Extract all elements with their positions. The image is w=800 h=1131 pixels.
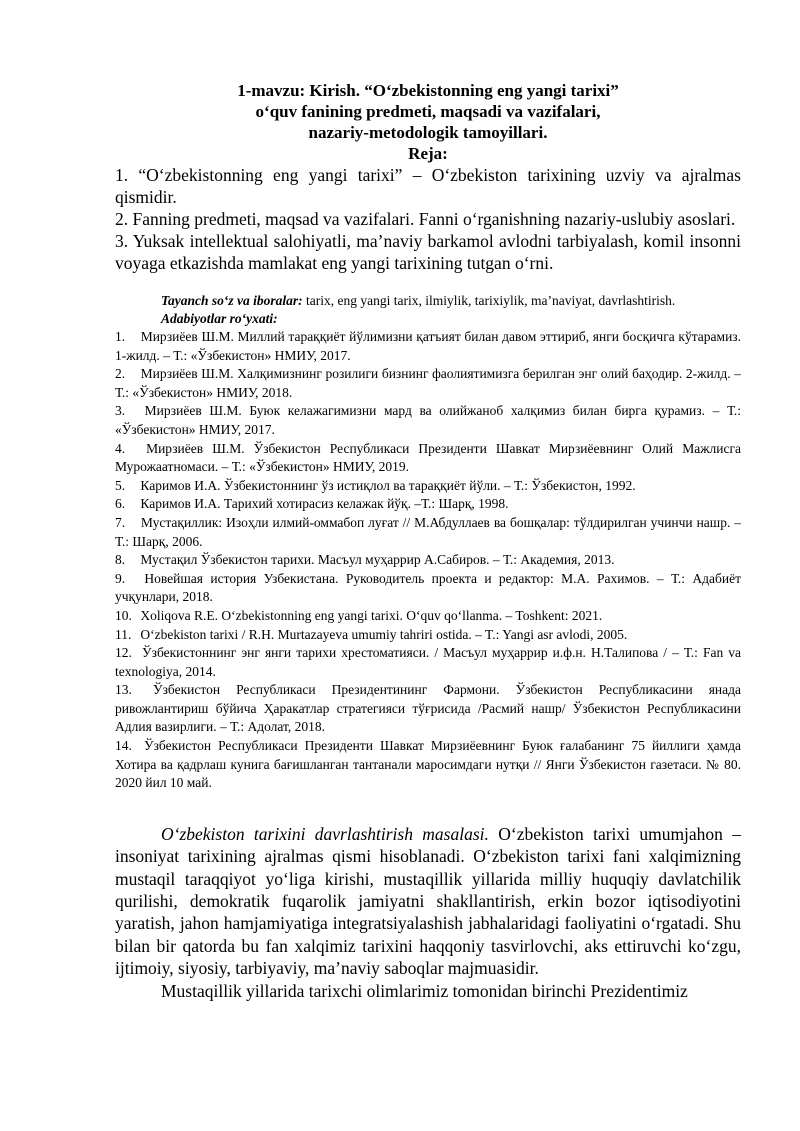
literature-item-number: 9.	[115, 570, 126, 586]
literature-item-text: Мирзиёев Ш.М. Буюк келажагимизни мард ва олийжаноб халқимиз билан бирга қурамиз. – Т.: «Ўзбекистон» НМИУ, 2017.	[115, 403, 742, 437]
literature-item-number: 8.	[115, 552, 126, 568]
title-line: nazariy-metodologik tamoyillari.	[308, 123, 548, 142]
document-page	[115, 80, 741, 1002]
keywords-paragraph	[115, 292, 741, 310]
literature-item	[115, 402, 741, 439]
literature-item-number: 5.	[115, 477, 126, 493]
document-title	[115, 80, 741, 143]
literature-item-number: 7.	[115, 514, 126, 530]
literature-item	[115, 607, 741, 626]
literature-item-text: Новейшая история Узбекистана. Руководитель проекта и редактор: М.А. Рахимов. – Т.: Адабиёт учқунлари, 2018.	[115, 570, 742, 605]
literature-item-number: 12.	[115, 645, 132, 661]
literature-item	[115, 495, 741, 514]
literature-item-number: 3.	[115, 403, 126, 419]
literature-item	[115, 328, 741, 365]
literature-item-text: Мирзиёев Ш.М. Миллий тараққиёт йўлимизни қатъият билан давом эттириб, янги босқичга кўтарамиз. 1-жилд. – Т.: «Ўзбекистон» НМИУ, 2017.	[115, 329, 741, 363]
title-line: o‘quv fanining predmeti, maqsadi va vazifalari,	[255, 102, 601, 121]
plan-section	[115, 143, 741, 274]
literature-item-number: 11.	[115, 626, 132, 642]
body-paragraph	[115, 823, 741, 980]
literature-item	[115, 681, 741, 737]
keywords-text: tarix, eng yangi tarix, ilmiylik, tarixiylik, ma’naviyat, davrlashtirish.	[302, 293, 676, 308]
plan-item: 2. Fanning predmeti, maqsad va vazifalari. Fanni o‘rganishning nazariy-uslubiy asoslari.	[115, 209, 736, 229]
literature-item-number: 6.	[115, 496, 126, 512]
literature-item-text: Каримов И.А. Ўзбекистоннинг ўз истиқлол ва тараққиёт йўли. – Т.: Ўзбекистон, 1992.	[140, 477, 636, 493]
literature-heading: Adabiyotlar ro‘yxati:	[161, 311, 278, 326]
literature-item-text: Каримов И.А. Тарихий хотирасиз келажак йўқ. –Т.: Шарқ, 1998.	[140, 496, 509, 512]
literature-item-text: Мирзиёев Ш.М. Ўзбекистон Республикаси Президенти Шавкат Мирзиёевнинг Олий Мажлисга Мурожаатномаси. – Т.: «Ўзбекистон» НМИУ, 2019.	[115, 440, 741, 475]
literature-item	[115, 514, 741, 551]
literature-item-text: Мирзиёев Ш.М. Халқимизнинг розилиги бизнинг фаолиятимизга берилган энг олий баҳодир. 2-жилд. – Т.: «Ўзбекистон» НМИУ, 2018.	[115, 366, 741, 400]
body-paragraph: Mustaqillik yillarida tarixchi olimlarimiz tomonidan birinchi Prezidentimiz	[161, 980, 688, 1001]
literature-item-text: Ўзбекистоннинг энг янги тарихи хрестоматияси. / Масъул муҳаррир и.ф.н. Н.Талипова / – Т.: Fan va texnologiya, 2014.	[115, 645, 741, 679]
keywords-label: Tayanch so‘z va iboralar:	[161, 293, 303, 308]
literature-item-number: 1.	[115, 329, 126, 344]
literature-list	[115, 328, 741, 793]
literature-item-number: 4.	[115, 440, 126, 456]
literature-item-number: 13.	[115, 682, 132, 698]
literature-item-text: Мустақил Ўзбекистон тарихи. Масъул муҳаррир А.Сабиров. – Т.: Академия, 2013.	[140, 552, 615, 568]
plan-item: 1. “O‘zbekistonning eng yangi tarixi” – O‘zbekiston tarixining uzviy va ajralmas qismidir.	[115, 165, 741, 207]
literature-item	[115, 626, 741, 645]
literature-item	[115, 440, 741, 477]
body-text: O‘zbekiston tarixi umumjahon – insoniyat tarixining ajralmas qismi hisoblanadi. O‘zbekiston tarixi fani xalqimizning mustaqil taraqqiyot yo‘liga kirishi, mustaqillik yillarida milliy huquqiy davlatchilik qurilishi, demokratik fuqarolik jamiyatni shakllantirish, erkin bozor iqtisodiyotini yaratish, jahon hamjamiyatiga integratsiyalashish jabhalaridagi faoliyatini o‘rgatadi. Shu bilan bir qatorda bu fan xalqimiz tarixini haqqoniy tasvirlovchi, aks ettiruvchi ko‘zgu, ijtimoiy, siyosiy, tarbiyaviy, ma’naviy saboqlar majmuasidir.	[115, 823, 742, 979]
literature-item	[115, 477, 741, 496]
plan-heading: Reja:	[408, 144, 448, 163]
literature-item-text: Ўзбекистон Республикаси Президентининг Фармони. Ўзбекистон Республикасини янада ривожлантириш бўйича Ҳаракатлар стратегияси тўғрисида /Расмий нашр/ Ўзбекистон Республикасини Адлия вазирлиги. – Т.: Адолат, 2018.	[115, 682, 741, 735]
literature-item	[115, 644, 741, 681]
literature-item	[115, 570, 741, 607]
literature-item	[115, 365, 741, 402]
literature-item-text: O‘zbekiston tarixi / R.H. Murtazayeva umumiy tahriri ostida. – T.: Yangi asr avlodi, 2005.	[140, 626, 628, 642]
literature-item-text: Мустақиллик: Изоҳли илмий-оммабоп луғат // М.Абдуллаев ва бошқалар: тўлдирилган учинчи нашр. – Т.: Шарқ, 2006.	[115, 514, 741, 549]
title-line: 1-mavzu: Kirish. “O‘zbekistonning eng yangi tarixi”	[237, 81, 619, 100]
literature-item-number: 14.	[115, 738, 132, 754]
plan-item: 3. Yuksak intellektual salohiyatli, ma’naviy barkamol avlodni tarbiyalash, komil insonni voyaga etkazishda mamlakat eng yangi tarixining tutgan o‘rni.	[115, 231, 741, 273]
literature-item-number: 2.	[115, 366, 126, 382]
literature-item	[115, 551, 741, 570]
section-heading-inline: O‘zbekiston tarixini davrlashtirish masalasi.	[161, 823, 489, 844]
literature-item-number: 10.	[115, 607, 132, 623]
literature-item	[115, 737, 741, 793]
literature-item-text: Ўзбекистон Республикаси Президенти Шавкат Мирзиёевнинг Буюк ғалабанинг 75 йиллиги ҳамда Хотира ва қадрлаш кунига бағишланган тантанали маросимдаги нутқи // Янги Ўзбекистон газетаси. № 80. 2020 йил 10 май.	[115, 738, 742, 791]
literature-item-text: Xoliqova R.E. O‘zbekistonning eng yangi tarixi. O‘quv qo‘llanma. – Toshkent: 2021.	[140, 607, 603, 623]
